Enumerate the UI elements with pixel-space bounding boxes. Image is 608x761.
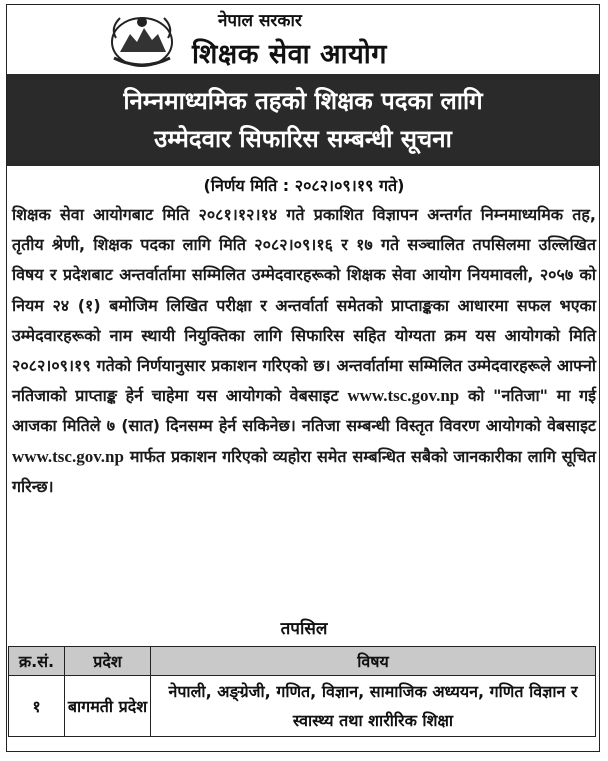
website-link[interactable]: www.tsc.gov.np: [347, 386, 460, 406]
body-text-part1: शिक्षक सेवा आयोगबाट मिति २०८१।१२।१४ गते प्रकाशित विज्ञापन अन्तर्गत निम्नमाध्यमिक तह, तृतीय श्रेणी, शिक्षक पदका लागि मिति २०८२।०९।१६ र १७ गते सञ्चालित तपसिलमा उल्लिखित विषय र प्रदेशबाट अन्तर्वार्तामा सम्मिलित उम्मेदवारहरूको शिक्षक सेवा आयोग नियमावली, २०५७ को नियम २४ (१) बमोजिम लिखित परीक्षा र अन्तर्वार्ता समेतको प्राप्ताङ्कका आधारमा सफल भएका उम्मेदवारहरूको नाम स्थायी नियुक्तिका लागि सिफारिस सहित योग्यता क्रम यस आयोगको मिति २०८२।०९।१९ गतेको निर्णयानुसार प्रकाशन गरिएको छ। अन्तर्वार्तामा सम्मिलित उम्मेदवारहरूले आफ्नो नतिजाको प्राप्ताङ्क हेर्न चाहेमा यस आयोगको वेबसाइट: [12, 205, 596, 406]
notice-body: [12, 200, 596, 502]
decision-date: (निर्णय मिति : २०८२।०९।१९ गते): [203, 176, 405, 195]
schedule-table: [8, 646, 596, 737]
header-subject: विषय: [151, 647, 596, 676]
notice-title-banner: [7, 74, 599, 166]
table-header-row: [9, 647, 596, 676]
body-text-part2: को "नतिजा" मा गई आजका मितिले ७ (सात) दिनसम्म हेर्न सकिनेछ। नतिजा सम्बन्धी विस्तृत विवरण आयोगको वेबसाइट: [12, 386, 596, 436]
table-row: [9, 676, 596, 737]
notice-title-line2: उम्मेदवार सिफारिस सम्बन्धी सूचना: [154, 125, 452, 153]
website-link-2[interactable]: www.tsc.gov.np: [12, 446, 124, 466]
header-serial: क्र.सं.: [9, 647, 65, 676]
row-province: बागमती प्रदेश: [65, 676, 151, 737]
schedule-title: तपसिल: [280, 619, 328, 639]
commission-name: शिक्षक सेवा आयोग: [192, 39, 387, 70]
body-text-part3: मार्फत प्रकाशन गरिएको व्यहोरा समेत सम्बन्धित सबैको जानकारीका लागि सूचित गरिन्छ।: [12, 446, 597, 496]
row-serial: १: [9, 676, 65, 737]
government-name: नेपाल सरकार: [218, 11, 302, 31]
nepal-government-emblem-icon: [106, 8, 178, 70]
header-province: प्रदेश: [65, 647, 151, 676]
notice-title-line1: निम्नमाध्यमिक तहको शिक्षक पदका लागि: [123, 87, 483, 115]
row-subjects: नेपाली, अङ्ग्रेजी, गणित, विज्ञान, सामाजिक अध्ययन, गणित विज्ञान र स्वास्थ्य तथा शारीरिक शिक्षा: [151, 676, 596, 737]
